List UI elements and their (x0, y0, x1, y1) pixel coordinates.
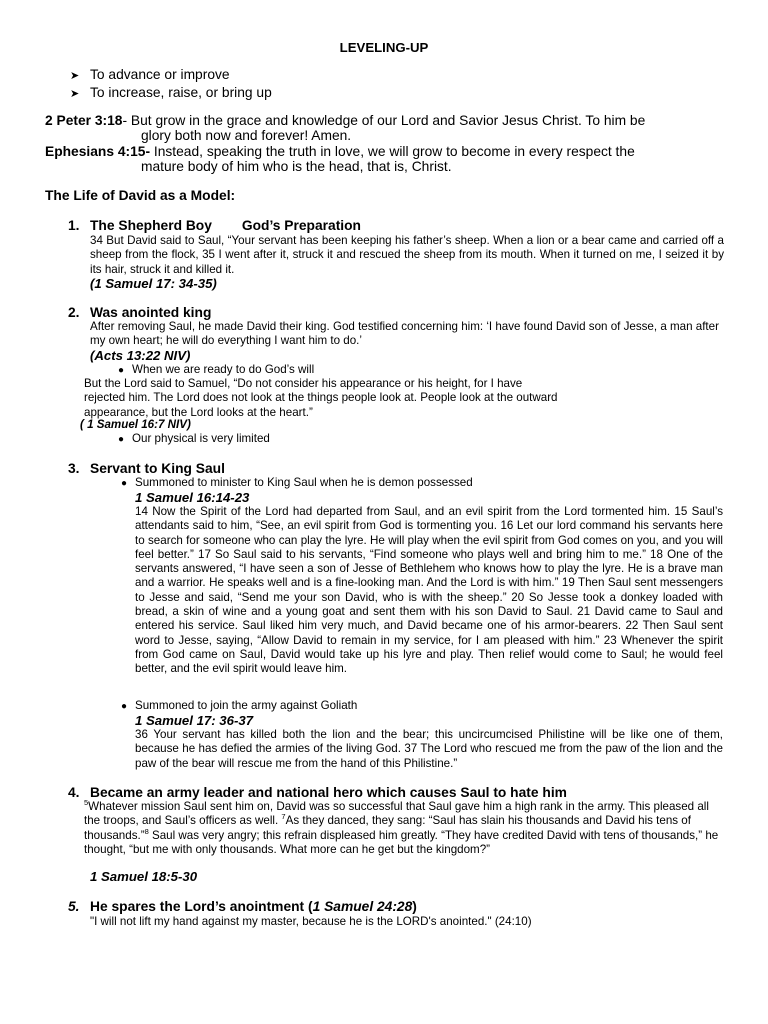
item-2-ref: (Acts 13:22 NIV) (90, 348, 191, 363)
section-heading: The Life of David as a Model: (45, 188, 236, 203)
arrow-bullet-icon: ➤ (70, 88, 80, 100)
definition-item: ➤ To advance or improve (70, 67, 230, 82)
item-3-text1: 14 Now the Spirit of the Lord had departed from Saul, and an evil spirit from the Lord tormented him. 15 Saul’s attendants said to him, “See, an evil spirit from God is tormenting you. 16 Let our lord command his servants here to search for someone who can play the lyre. He will play when the evil spirit from God comes on you, and you will feel better.” 17 So Saul said to his servants, “Find someone who plays well and bring him to me.” 18 One of the servants answered, “I have seen a son of Jesse of Bethlehem who knows how to play the lyre. He is a brave man and a warrior. He speaks well and is a fine-looking man. And the Lord is with him.” 19 Then Saul sent messengers to Jesse and said, “Send me your son David, who is with the sheep.” 20 So Jesse took a donkey loaded with bread, a skin of wine and a young goat and sent them with his son David to Saul. 21 David came to Saul and entered his service. Saul liked him very much, and David became one of his armor-bearers. 22 Then Saul sent word to Jesse, saying, “Allow David to remain in my service, for I am pleased with him.” 23 Whenever the spirit from God came on Saul, David would take up his lyre and play. Then relief would come to Saul; he would feel better, and the evil spirit would leave him. (135, 505, 723, 676)
item-3-ref1: 1 Samuel 16:14-23 (135, 490, 250, 505)
bullet-dot-icon: ● (120, 701, 128, 712)
item-3-heading: 3. Servant to King Saul (68, 461, 225, 476)
item-1-ref: (1 Samuel 17: 34-35) (90, 276, 217, 291)
item-2-heading: 2. Was anointed king (68, 305, 212, 320)
bullet-item: ● When we are ready to do God’s will (110, 363, 314, 378)
definition-item: ➤ To increase, raise, or bring up (70, 85, 272, 100)
item-4-heading: 4. Became an army leader and national hero which causes Saul to hate him (68, 785, 567, 800)
verse-ref: 2 Peter 3:18 (45, 113, 123, 128)
item-1-text: 34 But David said to Saul, “Your servant has been keeping his father’s sheep. When a lion or a bear came and carried off a sheep from the flock, 35 I went after it, struck it and rescued the sheep from its mouth. When it turned on me, I seized it by its hair, struck it and killed it. (90, 234, 724, 276)
bullet-dot-icon: ● (120, 478, 128, 489)
item-2-ref2: ( 1 Samuel 16:7 NIV) (80, 418, 191, 431)
item-3-text2: 36 Your servant has killed both the lion and the bear; this uncircumcised Philistine will be like one of them, because he has defied the armies of the living God. 37 The Lord who rescued me from the paw of the lion and the paw of the bear will rescue me from the hand of this Philistine.” (135, 728, 723, 770)
item-2-quote: But the Lord said to Samuel, “Do not consider his appearance or his height, for I have rejected him. The Lord does not look at the things people look at. People look at the outward appearance, but the Lord looks at the heart.” (84, 377, 558, 419)
item-4-text: $^5$Whatever mission Saul sent him on, David was so successful that Saul gave him a high rank in the army. This pleased all the troops, and Saul’s officers as well. $^7$As they danced, they sang: “Saul has slain his thousands and David his tens of thousands.”$^8$ Saul was very angry; this refrain displeased him greatly. “They have credited David with tens of thousands,” he thought, “but me with only thousands. What more can he get but the kingdom?” (84, 798, 719, 856)
verse-peter: 2 Peter 3:18- But grow in the grace and knowledge of our Lord and Savior Jesus Christ. To him be glory both now and forever! Amen. (45, 113, 646, 143)
bullet-dot-icon: ● (117, 365, 125, 376)
verse-ref: Ephesians 4:15- (45, 144, 151, 159)
item-5-heading: 5. He spares the Lord’s anointment (1 Samuel 24:28) (68, 899, 417, 914)
item-2-text: After removing Saul, he made David their king. God testified concerning him: ‘I have found David son of Jesse, a man after my own heart; he will do everything I want him to do.’ (90, 320, 719, 348)
verse-ephesians: Ephesians 4:15- Instead, speaking the truth in love, we will grow to become in every respect the mature body of him who is the head, that is, Christ. (45, 144, 635, 174)
bullet-dot-icon: ● (117, 434, 125, 445)
arrow-bullet-icon: ➤ (70, 70, 80, 82)
bullet-item: ● Summoned to join the army against Goliath (113, 699, 357, 714)
item-3-ref2: 1 Samuel 17: 36-37 (135, 713, 254, 728)
item-4-ref: 1 Samuel 18:5-30 (90, 869, 198, 884)
item-5-quote: "I will not lift my hand against my master, because he is the LORD's anointed." (24:10) (90, 915, 532, 928)
page-title: LEVELING-UP (339, 40, 429, 55)
bullet-item: ● Our physical is very limited (110, 432, 270, 447)
bullet-item: ● Summoned to minister to King Saul when he is demon possessed (113, 476, 473, 491)
item-1-heading: 1. The Shepherd Boy God’s Preparation (68, 218, 361, 233)
